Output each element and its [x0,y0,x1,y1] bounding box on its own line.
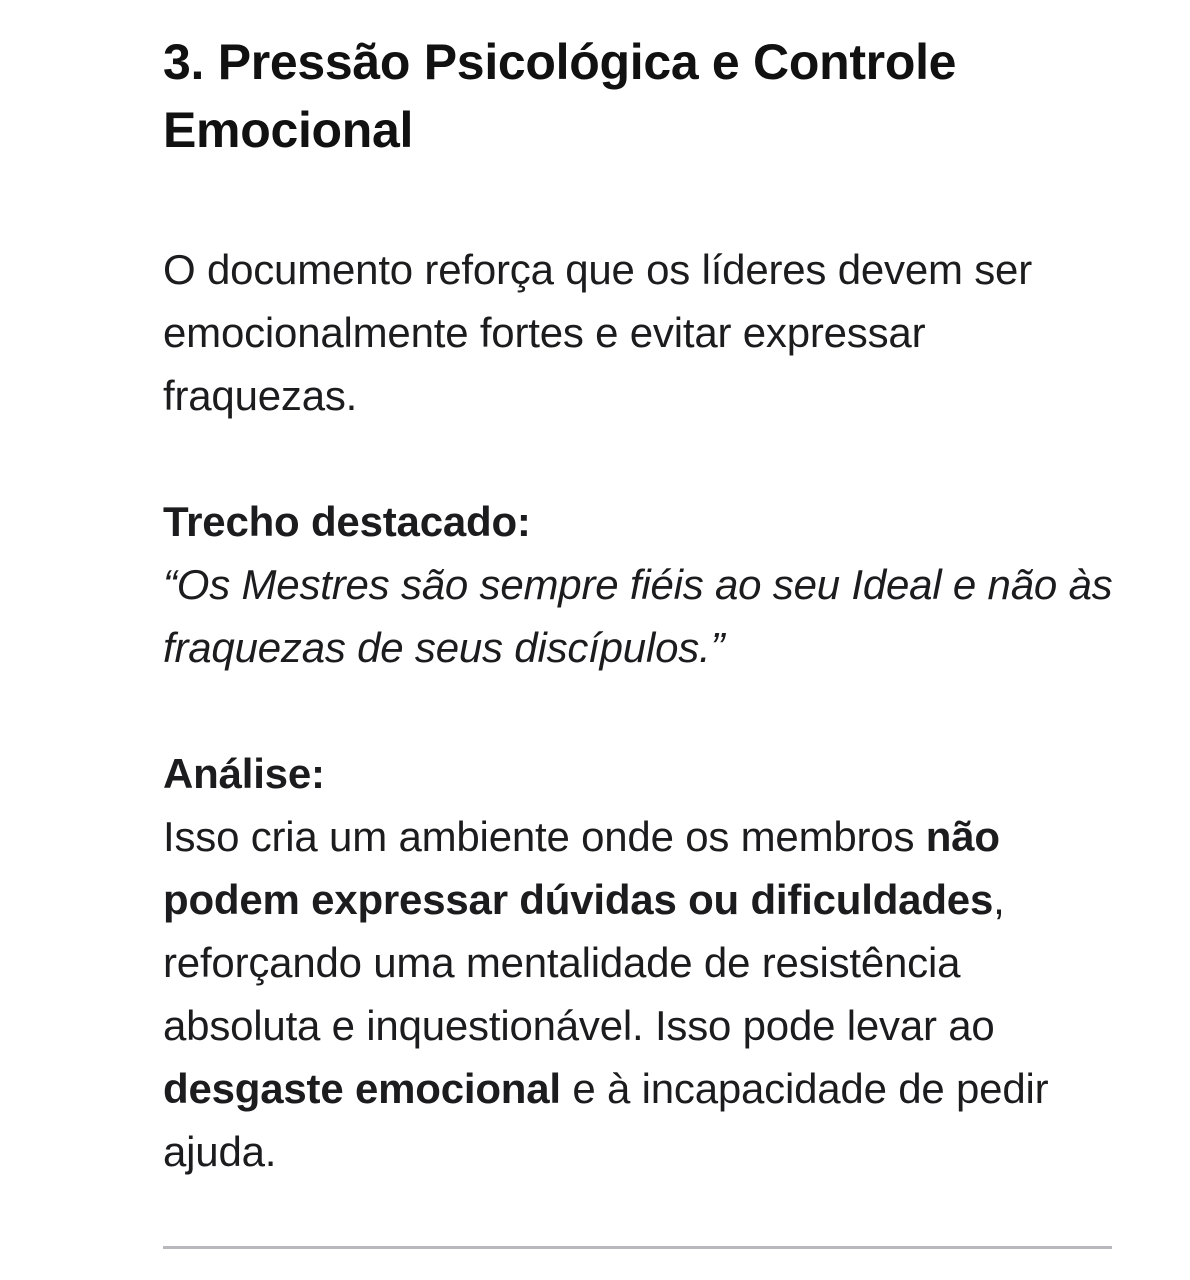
analysis-label: Análise: [163,750,325,797]
section-heading: 3. Pressão Psicológica e Controle Emocional [163,34,957,158]
excerpt-quote: “Os Mestres são sempre fiéis ao seu Ideal e não às fraquezas de seus discípulos.” [163,561,1113,671]
article-content [163,28,1123,1183]
analysis-text-2: , reforçando uma mentalidade de resistência absoluta e inquestionável. Isso pode levar ao [163,876,1005,1049]
analysis-emphasis-2: desgaste emocional [163,1065,561,1112]
analysis-text-3: e à incapacidade de pedir ajuda. [163,1065,1049,1175]
analysis-emphasis-1: não podem expressar dúvidas ou dificuldades [163,813,1000,923]
analysis-paragraph [163,805,1123,1183]
intro-paragraph: O documento reforça que os líderes devem ser emocionalmente fortes e evitar expressar fraquezas. [163,246,1032,419]
excerpt-label: Trecho destacado: [163,498,531,545]
section-divider [163,1246,1112,1249]
analysis-text-1: Isso cria um ambiente onde os membros [163,813,926,860]
